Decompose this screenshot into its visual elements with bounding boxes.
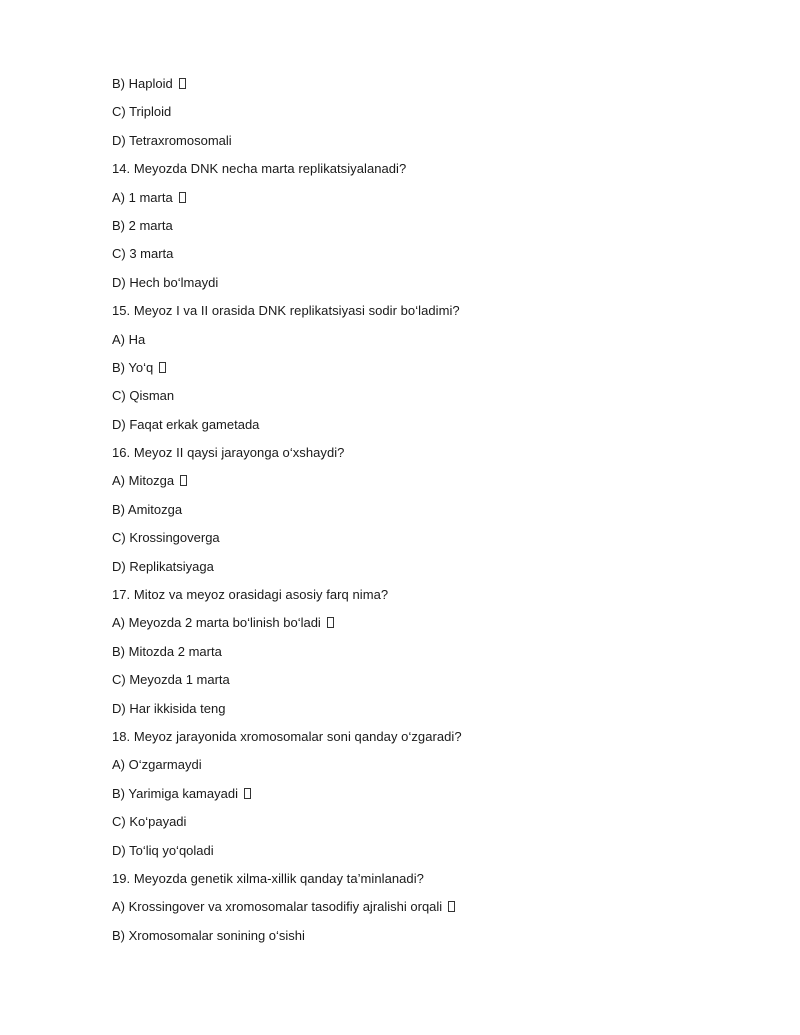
option-text: A) Krossingover va xromosomalar tasodifiy ajralishi orqali <box>112 899 443 915</box>
question-line <box>112 585 740 613</box>
correct-answer-box-icon <box>448 901 455 912</box>
answer-option-line <box>112 528 740 556</box>
question-line <box>112 727 740 755</box>
answer-option-line <box>112 358 740 386</box>
answer-option-line <box>112 216 740 244</box>
question-line <box>112 159 740 187</box>
option-text: D) Hech bo‘lmaydi <box>112 274 219 290</box>
question-line <box>112 301 740 329</box>
answer-option-line <box>112 330 740 358</box>
question-text: 18. Meyoz jarayonida xromosomalar soni qanday o‘zgaradi? <box>112 728 462 744</box>
question-line <box>112 443 740 471</box>
answer-option-line <box>112 386 740 414</box>
answer-option-line <box>112 841 740 869</box>
option-text: A) O‘zgarmaydi <box>112 757 202 773</box>
answer-option-line <box>112 699 740 727</box>
question-line <box>112 869 740 897</box>
question-text: 16. Meyoz II qaysi jarayonga o‘xshaydi? <box>112 445 345 461</box>
correct-answer-box-icon <box>179 78 186 89</box>
option-text: B) Amitozga <box>112 501 183 517</box>
option-text: C) Qisman <box>112 388 175 404</box>
answer-option-line <box>112 557 740 585</box>
document-body <box>112 74 740 954</box>
question-text: 15. Meyoz I va II orasida DNK replikatsiyasi sodir bo‘ladimi? <box>112 303 460 319</box>
option-text: C) 3 marta <box>112 246 174 262</box>
option-text: B) 2 marta <box>112 217 173 233</box>
answer-option-line <box>112 415 740 443</box>
option-text: D) Replikatsiyaga <box>112 558 214 574</box>
question-text: 17. Mitoz va meyoz orasidagi asosiy farq nima? <box>112 587 389 603</box>
option-text: C) Meyozda 1 marta <box>112 672 230 688</box>
answer-option-line <box>112 102 740 130</box>
correct-answer-box-icon <box>180 475 187 486</box>
option-text: B) Mitozda 2 marta <box>112 643 222 659</box>
option-text: A) 1 marta <box>112 189 173 205</box>
answer-option-line <box>112 670 740 698</box>
answer-option-line <box>112 613 740 641</box>
option-text: B) Yo‘q <box>112 359 154 375</box>
answer-option-line <box>112 784 740 812</box>
option-text: C) Triploid <box>112 104 172 120</box>
question-text: 14. Meyozda DNK necha marta replikatsiyalanadi? <box>112 161 407 177</box>
answer-option-line <box>112 244 740 272</box>
answer-option-line <box>112 273 740 301</box>
correct-answer-box-icon <box>244 788 251 799</box>
option-text: D) Har ikkisida teng <box>112 700 226 716</box>
question-text: 19. Meyozda genetik xilma-xillik qanday ta’minlanadi? <box>112 870 424 886</box>
answer-option-line <box>112 500 740 528</box>
option-text: D) To‘liq yo‘qoladi <box>112 842 214 858</box>
option-text: D) Tetraxromosomali <box>112 132 232 148</box>
answer-option-line <box>112 188 740 216</box>
option-text: D) Faqat erkak gametada <box>112 416 260 432</box>
answer-option-line <box>112 74 740 102</box>
option-text: A) Meyozda 2 marta bo‘linish bo‘ladi <box>112 615 321 631</box>
answer-option-line <box>112 755 740 783</box>
answer-option-line <box>112 471 740 499</box>
option-text: B) Xromosomalar sonining o‘sishi <box>112 927 305 943</box>
answer-option-line <box>112 812 740 840</box>
correct-answer-box-icon <box>327 617 334 628</box>
answer-option-line <box>112 926 740 954</box>
correct-answer-box-icon <box>159 362 166 373</box>
option-text: C) Ko‘payadi <box>112 814 187 830</box>
option-text: A) Ha <box>112 331 146 347</box>
option-text: C) Krossingoverga <box>112 530 220 546</box>
option-text: A) Mitozga <box>112 473 175 489</box>
correct-answer-box-icon <box>179 192 186 203</box>
option-text: B) Yarimiga kamayadi <box>112 785 238 801</box>
answer-option-line <box>112 131 740 159</box>
answer-option-line <box>112 897 740 925</box>
option-text: B) Haploid <box>112 76 173 91</box>
answer-option-line <box>112 642 740 670</box>
